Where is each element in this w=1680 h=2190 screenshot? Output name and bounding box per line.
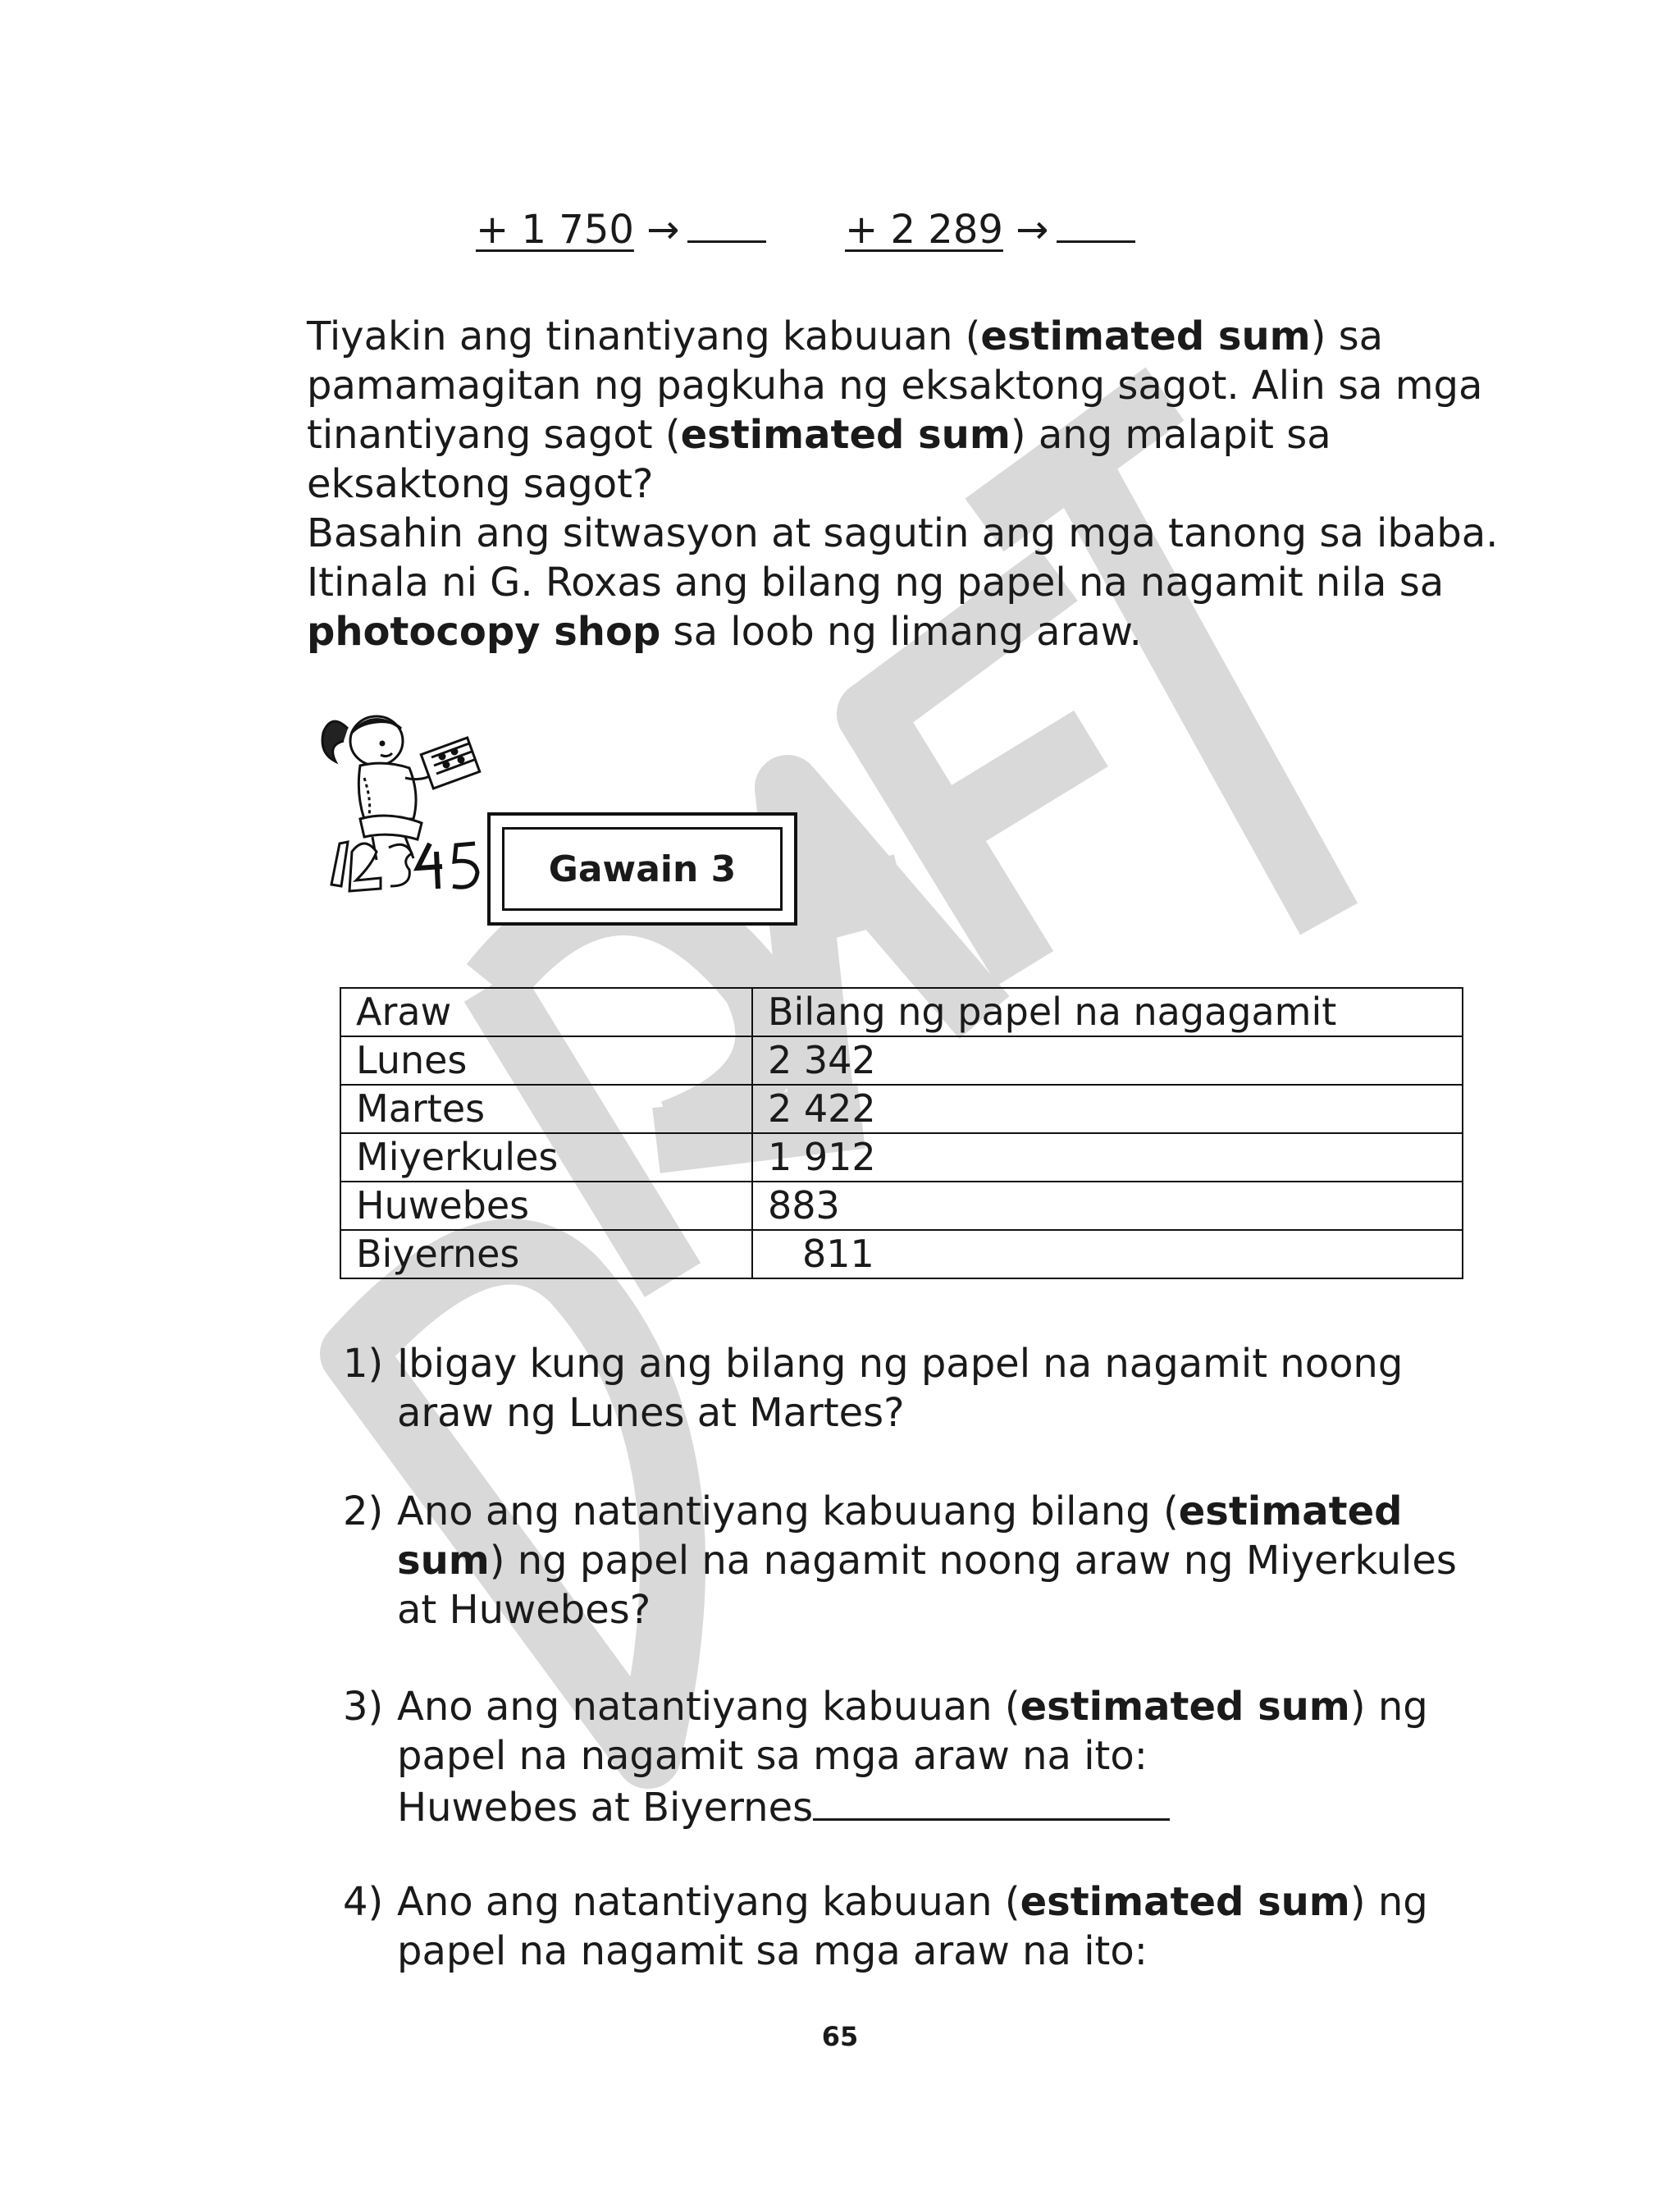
bold-term: estimated sum xyxy=(680,412,1011,458)
gawain-title-box xyxy=(487,812,797,926)
question-3-days: Huwebes at Biyernes xyxy=(397,1785,814,1831)
count-cell: 811 xyxy=(752,1230,1463,1278)
paper-usage-table xyxy=(340,987,1463,1279)
day-cell: Miyerkules xyxy=(340,1133,752,1182)
answer-blank[interactable] xyxy=(1057,208,1135,243)
day-cell: Huwebes xyxy=(340,1182,752,1230)
day-cell: Lunes xyxy=(340,1036,752,1085)
girl-with-abacus-on-numbers-icon xyxy=(315,696,512,901)
equation-2-operand: + 2 289 xyxy=(845,207,1003,253)
count-cell: 1 912 xyxy=(752,1133,1463,1182)
bold-term: photocopy shop xyxy=(307,609,661,655)
equation-2 xyxy=(845,207,1135,253)
column-header-araw: Araw xyxy=(340,988,752,1036)
answer-line[interactable] xyxy=(813,1781,1170,1821)
bold-term: estimated sum xyxy=(397,1488,1403,1584)
table-row xyxy=(340,1085,1463,1133)
table-row xyxy=(340,1133,1463,1182)
count-cell: 2 342 xyxy=(752,1036,1463,1085)
arrow-icon: → xyxy=(646,207,680,253)
arrow-icon: → xyxy=(1016,207,1049,253)
table-header-row xyxy=(340,988,1463,1036)
bold-term: estimated sum xyxy=(1020,1879,1350,1925)
equation-1 xyxy=(476,207,766,253)
bold-term: estimated sum xyxy=(980,313,1311,359)
table-row xyxy=(340,1182,1463,1230)
question-2: 2) Ano ang natantiyang kabuuang bilang (estimated sum) ng papel na nagamit noong araw ng Miyerkules at Huwebes? xyxy=(343,1488,1457,1633)
question-4: 4) Ano ang natantiyang kabuuan (estimated sum) ng papel na nagamit sa mga araw na ito: xyxy=(343,1879,1428,1974)
question-number: 1) xyxy=(343,1341,384,1387)
page-number: 65 xyxy=(821,2021,859,2052)
question-number: 2) xyxy=(343,1488,384,1534)
day-cell: Martes xyxy=(340,1085,752,1133)
table-row xyxy=(340,1036,1463,1085)
equation-1-operand: + 1 750 xyxy=(476,207,634,253)
intro-instruction: Tiyakin ang tinantiyang kabuuan (estimated sum) sa pamamagitan ng pagkuha ng eksaktong sagot. Alin sa mga tinantiyang sagot (estimated sum) ang malapit sa eksaktong sagot? xyxy=(307,313,1483,507)
answer-blank[interactable] xyxy=(687,208,766,243)
intro-read-situation: Basahin ang sitwasyon at sagutin ang mga tanong sa ibaba. xyxy=(307,510,1499,556)
bold-term: estimated sum xyxy=(1020,1684,1350,1730)
column-header-bilang: Bilang ng papel na nagagamit xyxy=(752,988,1463,1036)
count-cell: 883 xyxy=(752,1182,1463,1230)
count-cell: 2 422 xyxy=(752,1085,1463,1133)
question-number: 3) xyxy=(343,1684,384,1730)
gawain-title: Gawain 3 xyxy=(502,827,783,911)
question-number: 4) xyxy=(343,1879,384,1925)
question-1: 1) Ibigay kung ang bilang ng papel na nagamit noong araw ng Lunes at Martes? xyxy=(343,1341,1404,1436)
day-cell: Biyernes xyxy=(340,1230,752,1278)
intro-situation: Itinala ni G. Roxas ang bilang ng papel na nagamit nila sa photocopy shop sa loob ng limang araw. xyxy=(307,560,1445,655)
question-3: 3) Ano ang natantiyang kabuuan (estimated sum) ng papel na nagamit sa mga araw na ito: Huwebes at Biyernes xyxy=(343,1684,1428,1831)
table-row xyxy=(340,1230,1463,1278)
